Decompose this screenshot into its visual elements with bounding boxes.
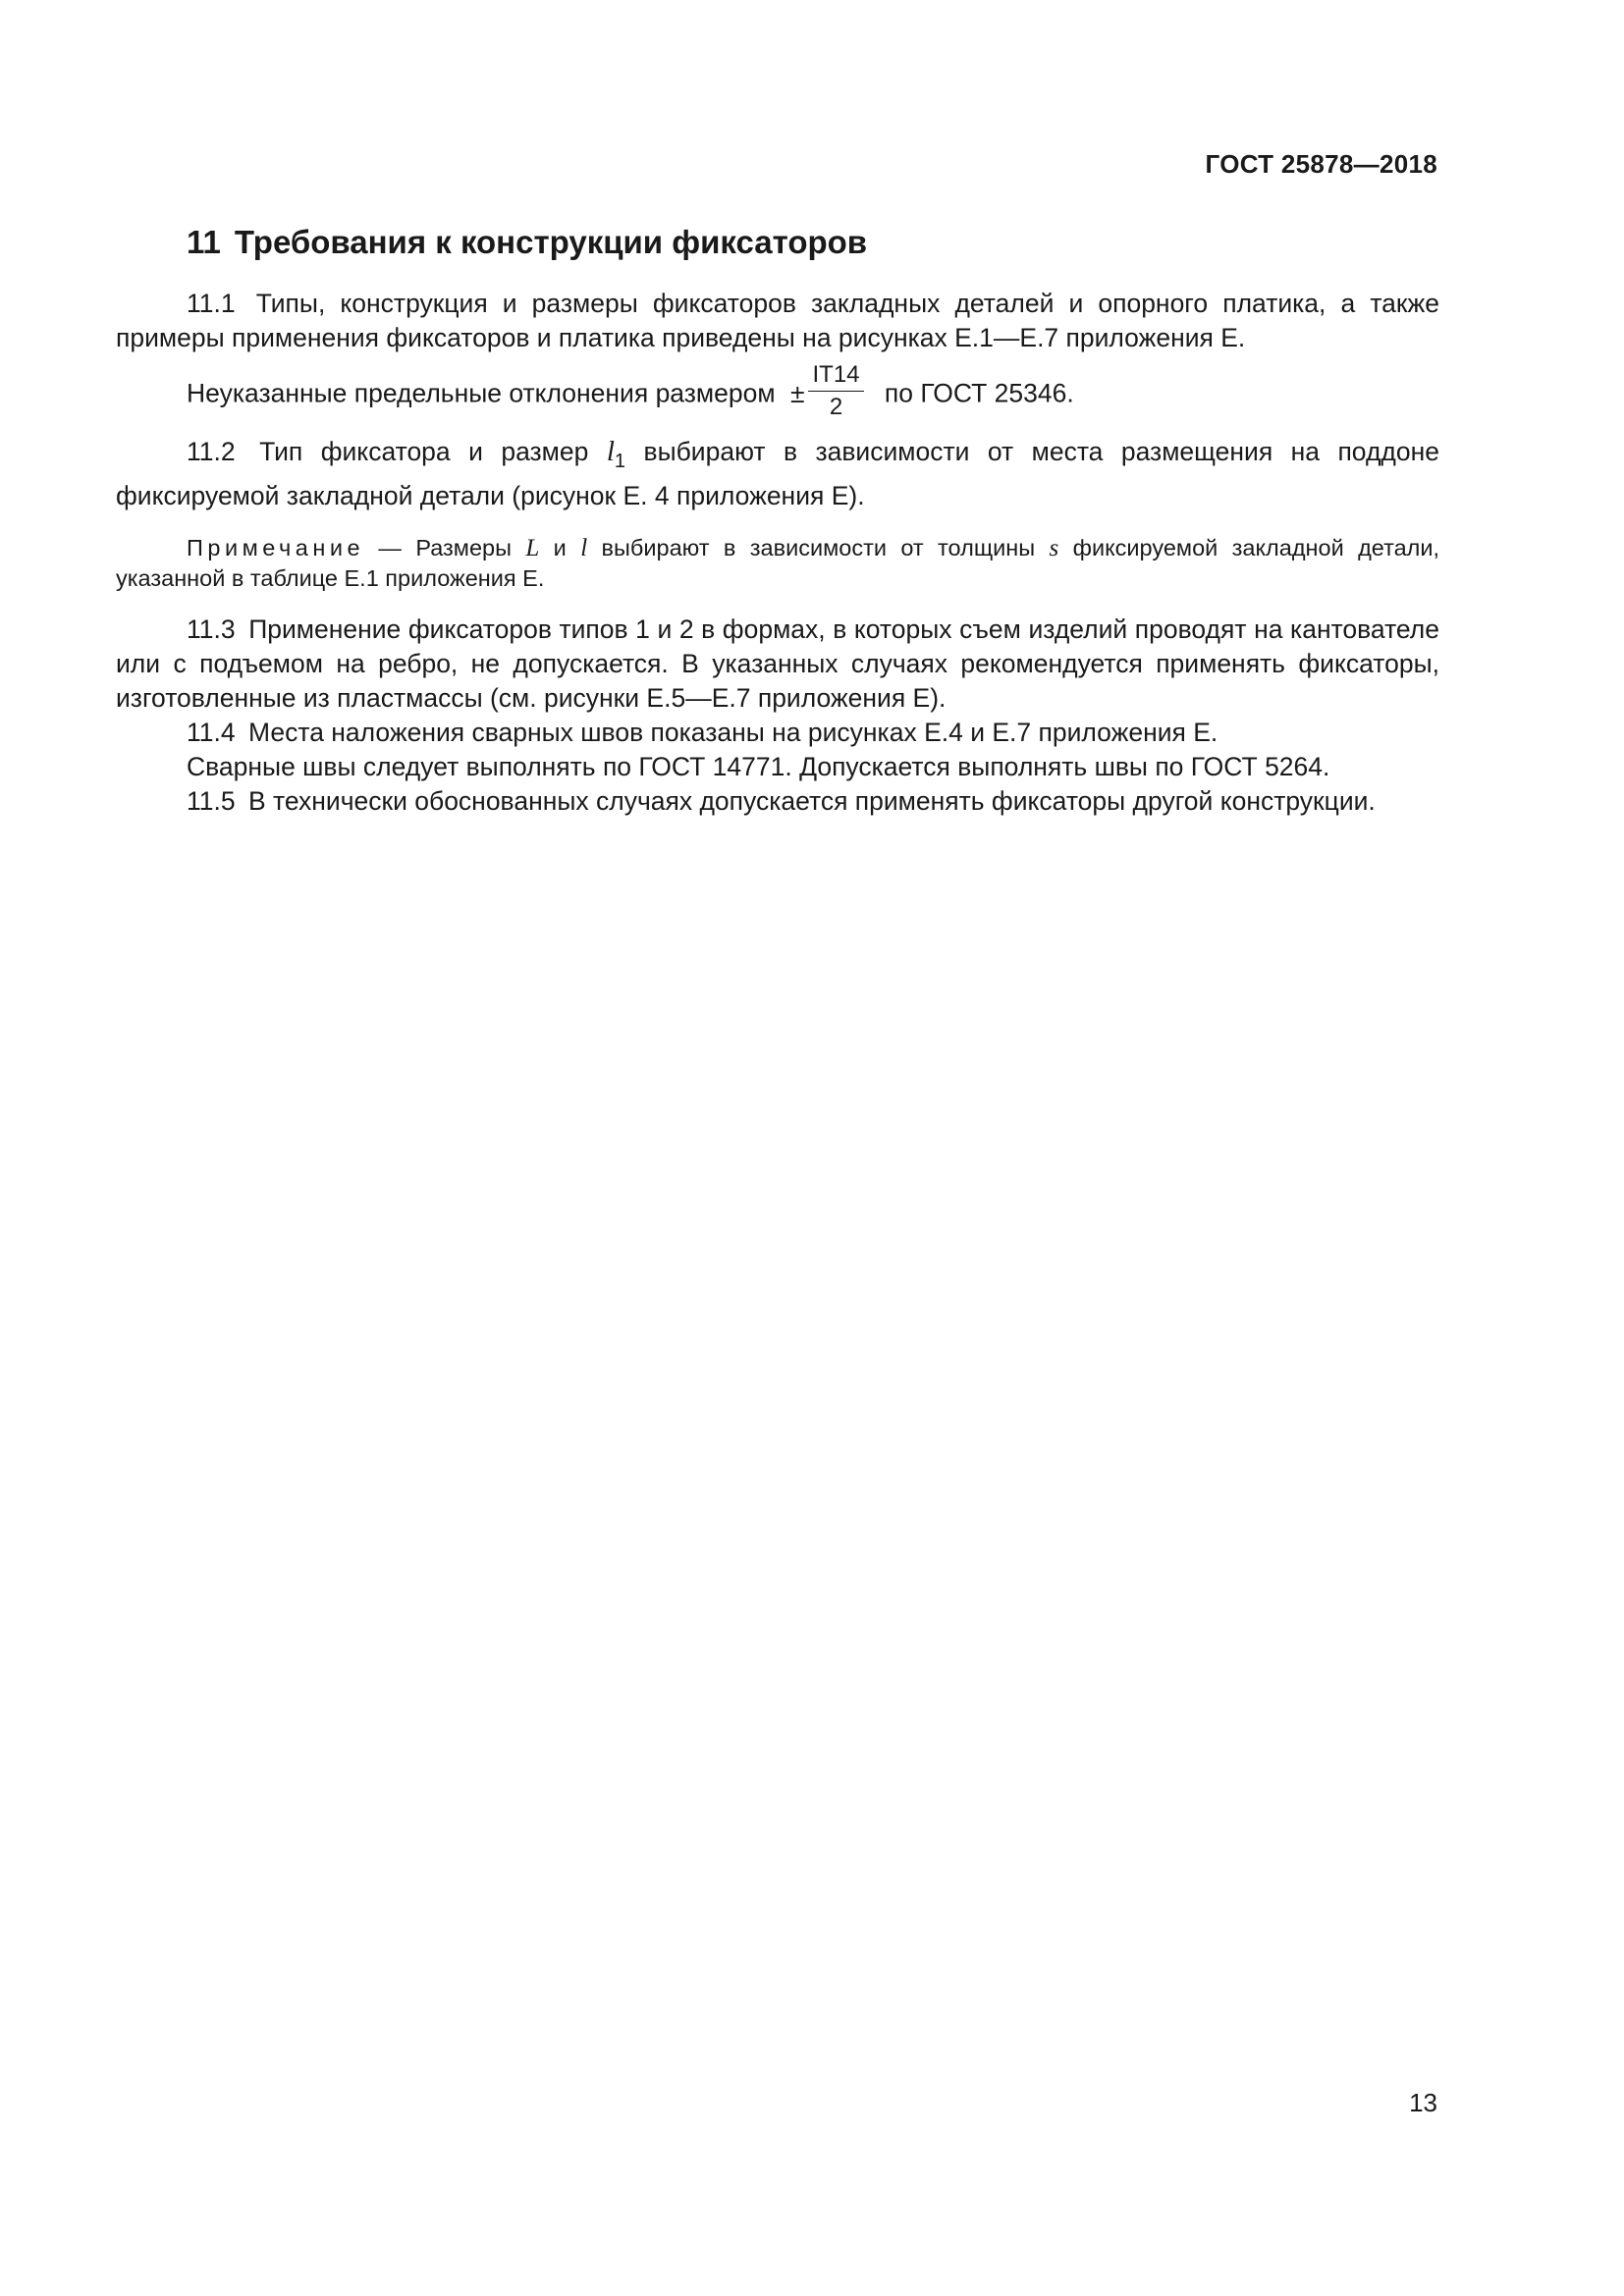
variable-l1: $l_1$ <box>606 436 626 472</box>
paragraph-text: В технически обоснованных случаях допускается применять фиксаторы другой конструкции. <box>248 785 1376 816</box>
page-number: 13 <box>1409 2088 1437 2117</box>
section-heading <box>187 224 867 261</box>
paragraph-welds <box>116 750 1439 784</box>
paragraph-number: 11.2 <box>187 437 236 466</box>
note-dash: — <box>378 534 402 561</box>
paragraph-11-4 <box>116 716 1439 750</box>
fraction-denominator: 2 <box>829 394 843 420</box>
tolerance-text-before: Неуказанные предельные отклонения размером <box>187 378 776 408</box>
paragraph-text-before: Тип фиксатора и размер <box>259 437 589 466</box>
paragraph-text: Места наложения сварных швов показаны на рисунках Е.4 и Е.7 приложения Е. <box>248 717 1218 747</box>
paragraph-11-1 <box>116 287 1439 355</box>
variable-L: L <box>525 534 540 561</box>
variable-l: l <box>580 534 588 561</box>
note-text: и <box>553 534 567 561</box>
paragraph-text: Применение фиксаторов типов 1 и 2 в формах, в которых съем изделий проводят на кантователе или с подъемом на ребро, не допускается. В указанных случаях рекомендуется применять фиксаторы, изготовленные из пластмассы (см. рисунки Е.5—Е.7 приложения Е). <box>116 614 1439 713</box>
paragraph-11-2 <box>116 435 1439 513</box>
paragraph-tolerance <box>116 361 1439 423</box>
paragraph-number: 11.3 <box>187 614 236 644</box>
tolerance-fraction <box>808 363 863 419</box>
paragraph-text-after: выбирают в зависимости от места размещения на поддоне фиксируемой закладной детали (рисунок Е. 4 приложения Е). <box>116 437 1439 510</box>
paragraph-text: Сварные швы следует выполнять по ГОСТ 14771. Допускается выполнять швы по ГОСТ 5264. <box>187 751 1330 781</box>
paragraph-11-3 <box>116 613 1439 716</box>
note-text: Размеры <box>415 534 512 561</box>
paragraph-11-5 <box>116 784 1439 819</box>
section-title-text: Требования к конструкции фиксаторов <box>234 224 868 260</box>
paragraph-number: 11.4 <box>187 717 236 747</box>
standard-designation: ГОСТ 25878—2018 <box>1205 149 1437 179</box>
tolerance-text-after: по ГОСТ 25346. <box>884 378 1074 408</box>
paragraph-text: Типы, конструкция и размеры фиксаторов закладных деталей и опорного платика, а также примеры применения фиксаторов и платика приведены на рисунках Е.1—Е.7 приложения Е. <box>116 289 1439 352</box>
note-text: выбирают в зависимости от толщины <box>601 534 1036 561</box>
section-body <box>116 287 1439 819</box>
variable-s: s <box>1049 534 1059 561</box>
paragraph-number: 11.5 <box>187 785 236 816</box>
paragraph-number: 11.1 <box>187 289 236 318</box>
plus-minus-sign: ± <box>789 378 805 408</box>
note-text: фиксируемой закладной детали, указанной в таблице Е.1 приложения Е. <box>116 534 1440 591</box>
section-number: 11 <box>187 224 221 260</box>
note-label: Примечание <box>187 534 365 561</box>
fraction-numerator: IT14 <box>808 363 863 392</box>
note <box>116 533 1439 593</box>
